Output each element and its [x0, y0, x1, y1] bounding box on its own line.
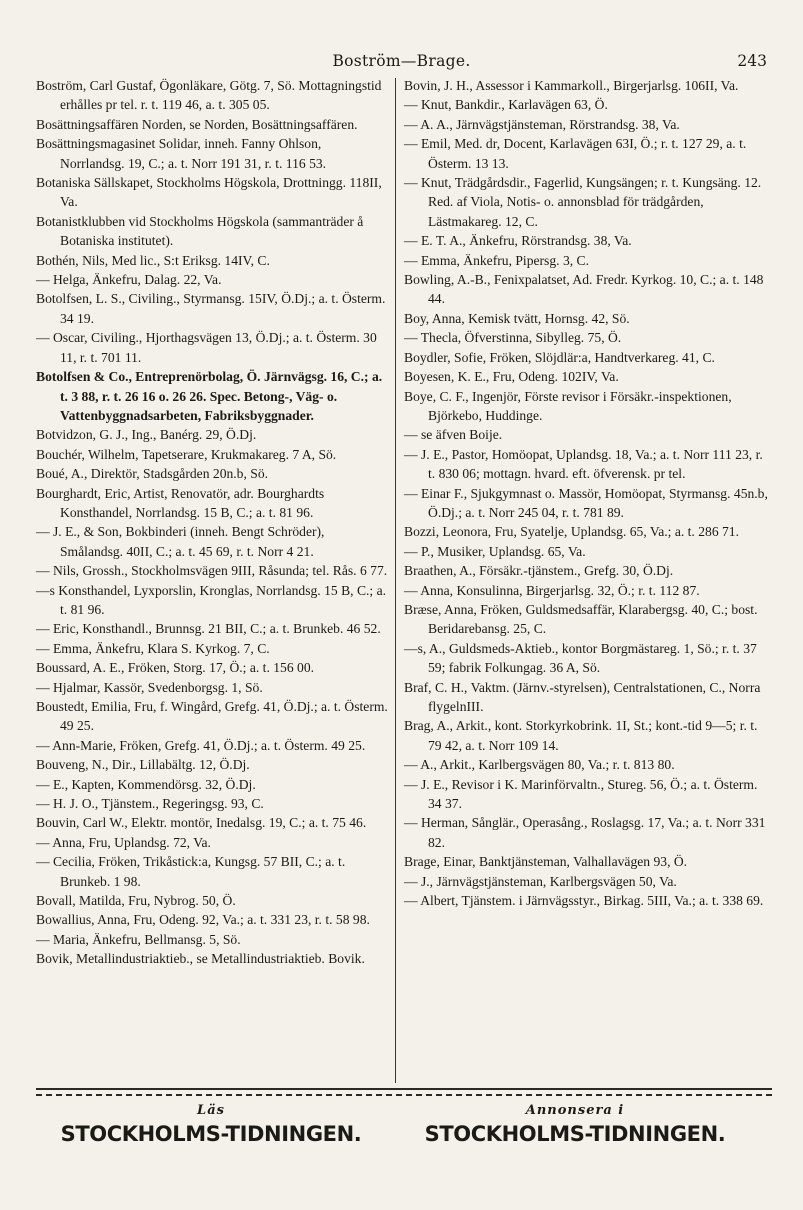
directory-entry: Bouchér, Wilhelm, Tapetserare, Krukmakareg. 7 A, Sö. — [36, 446, 337, 462]
footer-ad-left-name: STOCKHOLMS-TIDNINGEN. — [60, 1122, 362, 1146]
footer-ad-left-tagline: Läs — [197, 1103, 225, 1118]
directory-entry: — J. E., Pastor, Homöopat, Uplandsg. 18, Va.; a. t. Norr 111 23, r. t. 830 06; mottagn. hvard. eft. öfverensk. pr tel. — [404, 446, 763, 482]
directory-entry: — Oscar, Civiling., Hjorthagsvägen 13, Ö.Dj.; a. t. Österm. 30 11, r. t. 701 11. — [36, 330, 377, 365]
directory-entry: Boy, Anna, Kemisk tvätt, Hornsg. 42, Sö. — [404, 310, 630, 326]
directory-entry: Bozzi, Leonora, Fru, Syatelje, Uplandsg. 65, Va.; a. t. 286 71. — [404, 524, 740, 540]
directory-entry: — Emma, Änkefru, Pipersg. 3, C. — [404, 252, 590, 268]
directory-entry: —s, A., Guldsmeds-Aktieb., kontor Borgmästareg. 1, Sö.; r. t. 37 59; fabrik Folkungag. 36 A, Sö. — [404, 640, 757, 676]
directory-entry: — Anna, Konsulinna, Birgerjarlsg. 32, Ö.; r. t. 112 87. — [404, 582, 700, 598]
directory-entry: Boustedt, Emilia, Fru, f. Wingård, Grefg. 41, Ö.Dj.; a. t. Österm. 49 25. — [36, 699, 388, 734]
directory-entry: — Hjalmar, Kassör, Svedenborgsg. 1, Sö. — [36, 679, 263, 695]
footer-rule — [36, 1088, 772, 1090]
directory-entry: Botanistklubben vid Stockholms Högskola (sammanträder å Botaniska institutet). — [36, 213, 364, 249]
column-divider — [395, 78, 396, 1083]
directory-entry: Bouvin, Carl W., Elektr. montör, Inedalsg. 19, C.; a. t. 75 46. — [36, 815, 367, 831]
directory-entry: Boussard, A. E., Fröken, Storg. 17, Ö.; a. t. 156 00. — [36, 660, 315, 676]
directory-entry: Botolfsen & Co., Entreprenörbolag, Ö. Järnvägsg. 16, C.; a. t. 3 88, r. t. 26 16 o. 26 26. Spec. Betong-, Väg- o. Vattenbyggnadsarbeten, Fabriksbyggnader. — [36, 369, 383, 423]
directory-entry: — Herman, Sånglär., Operasång., Roslagsg. 17, Va.; a. t. Norr 331 82. — [404, 815, 766, 850]
directory-entry: Braathen, A., Försäkr.-tjänstem., Grefg. 30, Ö.Dj. — [404, 563, 674, 579]
directory-entry: Bosättningsmagasinet Solidar, inneh. Fanny Ohlson, Norrlandsg. 19, C.; a. t. Norr 191 31, r. t. 116 53. — [36, 136, 327, 171]
directory-entry: — se äfven Boije. — [404, 427, 503, 443]
right-column — [404, 76, 770, 910]
directory-entry: — E., Kapten, Kommendörsg. 32, Ö.Dj. — [36, 776, 256, 792]
directory-entry: — Albert, Tjänstem. i Järnvägsstyr., Birkag. 5III, Va.; a. t. 338 69. — [404, 893, 764, 909]
directory-entry: — E. T. A., Änkefru, Rörstrandsg. 38, Va. — [404, 233, 632, 249]
directory-entry: Bowallius, Anna, Fru, Odeng. 92, Va.; a. t. 331 23, r. t. 58 98. — [36, 912, 370, 928]
directory-entry: — Ann-Marie, Fröken, Grefg. 41, Ö.Dj.; a. t. Österm. 49 25. — [36, 737, 366, 753]
directory-entry: Boström, Carl Gustaf, Ögonläkare, Götg. 7, Sö. Mottagningstid erhålles pr tel. r. t. 119 46, a. t. 305 05. — [36, 78, 382, 113]
directory-entry: — J. E., & Son, Bokbinderi (inneh. Bengt Schröder), Smålandsg. 40II, C.; a. t. 45 69, r. t. Norr 4 21. — [36, 524, 325, 559]
directory-columns — [36, 76, 772, 1088]
directory-entry: — Knut, Trädgårdsdir., Fagerlid, Kungsängen; r. t. Kungsäng. 12. Red. af Viola, Notis- o. annonsblad för trädgården, Lästmakareg. 12, C. — [404, 175, 762, 229]
directory-entry: Boyesen, K. E., Fru, Odeng. 102IV, Va. — [404, 369, 619, 385]
directory-entry: Bourghardt, Eric, Artist, Renovatör, adr. Bourghardts Konsthandel, Norrlandsg. 15 B, C.; a. t. 81 96. — [36, 485, 325, 520]
left-column — [36, 76, 388, 969]
directory-entry: — Emil, Med. dr, Docent, Karlavägen 63I, Ö.; r. t. 127 29, a. t. Österm. 13 13. — [404, 136, 747, 171]
directory-entry: — J., Järnvägstjänsteman, Karlbergsvägen 50, Va. — [404, 873, 677, 889]
directory-entry: — Emma, Änkefru, Klara S. Kyrkog. 7, C. — [36, 640, 270, 656]
footer-ad-right-name: STOCKHOLMS-TIDNINGEN. — [424, 1122, 726, 1146]
directory-entry: — J. E., Revisor i K. Marinförvaltn., Stureg. 56, Ö.; a. t. Österm. 34 37. — [404, 776, 758, 812]
directory-entry: — Knut, Bankdir., Karlavägen 63, Ö. — [404, 97, 608, 113]
directory-entry: Bowling, A.-B., Fenixpalatset, Ad. Fredr. Kyrkog. 10, C.; a. t. 148 44. — [404, 272, 764, 307]
directory-entry: — Anna, Fru, Uplandsg. 72, Va. — [36, 834, 211, 850]
directory-entry: Boué, A., Direktör, Stadsgården 20n.b, Sö. — [36, 466, 269, 482]
footer-ad-right-tagline: Annonsera i — [525, 1103, 625, 1118]
footer-rule-dashed — [36, 1094, 772, 1096]
page-header — [0, 52, 803, 74]
running-head: Boström—Brage. — [332, 52, 471, 70]
directory-entry: Botaniska Sällskapet, Stockholms Högskola, Drottningg. 118II, Va. — [36, 175, 382, 210]
directory-entry: Bræse, Anna, Fröken, Guldsmedsaffär, Klarabergsg. 40, C.; bost. Beridarebansg. 25, C. — [404, 601, 758, 637]
directory-entry: Bothén, Nils, Med lic., S:t Eriksg. 14IV, C. — [36, 252, 270, 268]
directory-entry: — Einar F., Sjukgymnast o. Massör, Homöopat, Styrmansg. 45n.b, Ö.Dj.; a. t. Norr 245 04, r. t. 781 89. — [404, 485, 768, 520]
directory-entry: Braf, C. H., Vaktm. (Järnv.-styrelsen), Centralstationen, C., Norra flygelnIII. — [404, 679, 761, 714]
directory-entry: Boye, C. F., Ingenjör, Förste revisor i Försäkr.-inspektionen, Björkebo, Huddinge. — [404, 388, 732, 423]
directory-entry: Bovin, J. H., Assessor i Kammarkoll., Birgerjarlsg. 106II, Va. — [404, 78, 739, 93]
directory-entry: — Maria, Änkefru, Bellmansg. 5, Sö. — [36, 931, 241, 947]
directory-entry: — A. A., Järnvägstjänsteman, Rörstrandsg. 38, Va. — [404, 116, 680, 132]
directory-entry: — P., Musiker, Uplandsg. 65, Va. — [404, 543, 586, 559]
directory-entry: — Thecla, Öfverstinna, Sibylleg. 75, Ö. — [404, 330, 622, 346]
directory-entry: Bosättningsaffären Norden, se Norden, Bosättningsaffären. — [36, 116, 358, 132]
directory-entry: — A., Arkit., Karlbergsvägen 80, Va.; r. t. 813 80. — [404, 757, 675, 773]
directory-entry: Bouveng, N., Dir., Lillabältg. 12, Ö.Dj. — [36, 757, 250, 773]
directory-entry: — Nils, Grossh., Stockholmsvägen 9III, Råsunda; tel. Rås. 6 77. — [36, 563, 388, 579]
directory-entry: —s Konsthandel, Lyxporslin, Kronglas, Norrlandsg. 15 B, C.; a. t. 81 96. — [36, 582, 387, 617]
page-number: 243 — [737, 52, 767, 70]
directory-entry: — H. J. O., Tjänstem., Regeringsg. 93, C. — [36, 796, 264, 812]
directory-entry: — Eric, Konsthandl., Brunnsg. 21 BII, C.; a. t. Brunkeb. 46 52. — [36, 621, 381, 637]
directory-entry: Boydler, Sofie, Fröken, Slöjdlär:a, Handtverkareg. 41, C. — [404, 349, 715, 365]
directory-entry: — Helga, Änkefru, Dalag. 22, Va. — [36, 272, 222, 288]
directory-entry: Brag, A., Arkit., kont. Storkyrkobrink. 1I, St.; kont.-tid 9—5; r. t. 79 42, a. t. Norr 109 14. — [404, 718, 758, 753]
directory-entry: Botvidzon, G. J., Ing., Banérg. 29, Ö.Dj. — [36, 427, 257, 443]
directory-entry: Bovall, Matilda, Fru, Nybrog. 50, Ö. — [36, 893, 236, 909]
directory-entry: Brage, Einar, Banktjänsteman, Valhallavägen 93, Ö. — [404, 854, 688, 870]
directory-entry: — Cecilia, Fröken, Trikåstick:a, Kungsg. 57 BII, C.; a. t. Brunkeb. 1 98. — [36, 854, 346, 889]
directory-entry: Bovik, Metallindustriaktieb., se Metallindustriaktieb. Bovik. — [36, 951, 365, 967]
directory-entry: Botolfsen, L. S., Civiling., Styrmansg. 15IV, Ö.Dj.; a. t. Österm. 34 19. — [36, 291, 386, 326]
